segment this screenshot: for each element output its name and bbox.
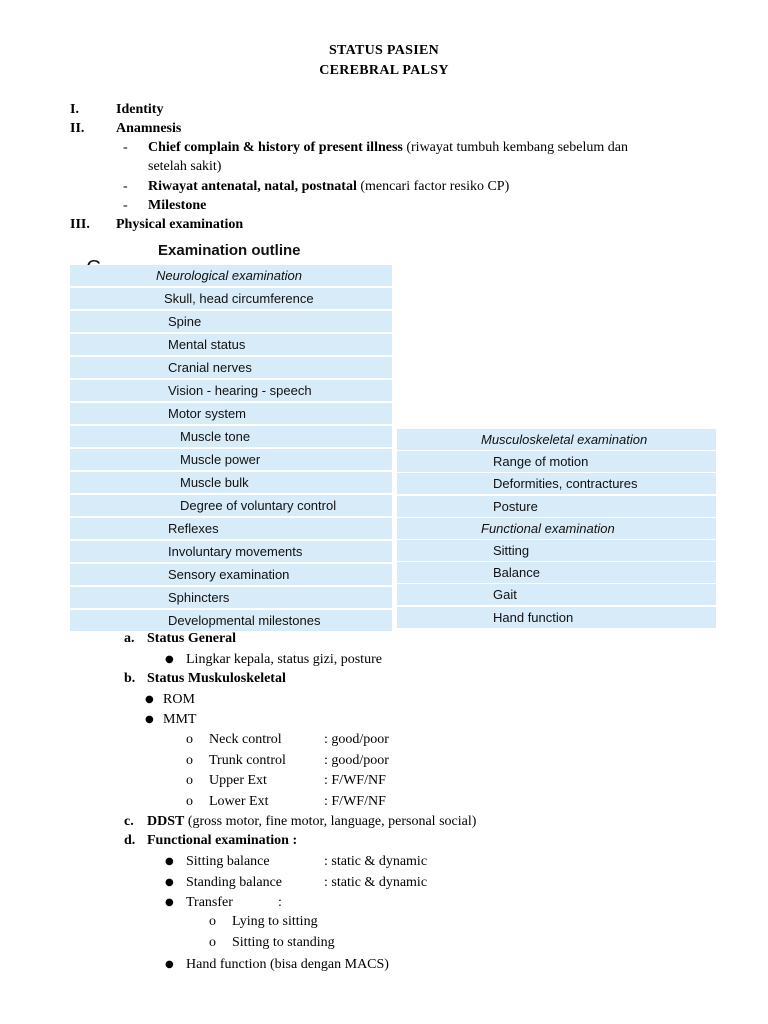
mmt-label: Neck control [209,732,282,747]
section-identity: Identity [116,102,164,117]
bullet: ● [165,897,174,908]
bullet: ● [165,654,174,665]
section-number-2: II. [70,121,85,136]
outline-left-row: Degree of voluntary control [70,495,392,516]
outline-left-row: Muscle power [70,449,392,470]
mmt-label: Upper Ext [209,773,267,788]
page-subtitle: CEREBRAL PALSY [319,63,449,78]
outline-right-row: Gait [397,584,716,605]
bullet: ● [165,959,174,970]
status-general-title: Status General [147,631,237,646]
mmt-value: : F/WF/NF [324,793,386,809]
outline-right-row: Deformities, contractures [397,473,716,494]
outline-right-row: Hand function [397,607,716,628]
outline-left-row: Neurological examination [70,265,392,286]
section-number-3: III. [70,217,90,232]
dash: - [123,179,128,194]
outline-left-row: Vision - hearing - speech [70,380,392,401]
outline-left-row: Cranial nerves [70,357,392,378]
functional-examination-title: Functional examination : [147,833,298,848]
dash: - [123,140,128,155]
section-number-1: I. [70,102,79,117]
mmt-label: Trunk control [209,752,286,768]
outline-right-row: Functional examination [397,518,716,539]
bullet: ● [145,714,154,725]
mmt-label: Lower Ext [209,793,269,809]
anamnesis-item-2 [148,178,509,196]
subbullet: o [186,773,193,788]
outline-left-row: Sensory examination [70,564,392,585]
anamnesis-item-2-rest: (mencari factor resiko CP) [356,179,510,194]
hand-function-item: Hand function (bisa dengan MACS) [186,957,389,972]
anamnesis-item-1-rest: (riwayat tumbuh kembang sebelum dan [402,140,628,155]
outline-title: Examination outline [70,239,392,263]
outline-left-row: Muscle bulk [70,472,392,493]
outline-left-row: Muscle tone [70,426,392,447]
functional-label: Transfer [186,895,233,910]
anamnesis-item-1-line2: setelah sakit) [148,159,222,174]
functional-label: Sitting balance [186,854,270,869]
outline-left-row: Motor system [70,403,392,424]
rom-item: ROM [163,692,195,707]
outline-left-row: Involuntary movements [70,541,392,562]
dash: - [123,198,128,213]
ddst-title: DDST [147,814,185,829]
page-title: STATUS PASIEN [328,43,440,58]
transfer-sub-item-2: Sitting to standing [232,935,335,950]
outline-left-row: Spine [70,311,392,332]
subbullet: o [186,732,193,747]
outline-left-row: Mental status [70,334,392,355]
anamnesis-item-1 [148,139,628,157]
transfer-sub-item-1: Lying to sitting [232,914,318,929]
status-muskuloskeletal-title: Status Muskuloskeletal [147,671,286,686]
status-general-item: Lingkar kepala, status gizi, posture [186,652,382,667]
item-c-label: c. [124,814,134,829]
outline-right-row: Musculoskeletal examination [397,429,716,450]
mmt-item: MMT [163,712,197,727]
bullet: ● [145,694,154,705]
functional-value: : [278,895,282,910]
ddst-rest: (gross motor, fine motor, language, personal social) [184,814,477,829]
outline-left-row: Reflexes [70,518,392,539]
subbullet: o [186,752,193,768]
ddst-item [147,813,476,831]
functional-value: : static & dynamic [324,874,428,890]
outline-right-row: Balance [397,562,716,583]
mmt-value: : good/poor [324,752,389,768]
bullet: ● [165,876,174,888]
mmt-value: : F/WF/NF [324,773,386,788]
anamnesis-item-1-bold: Chief complain & history of present illness [148,140,403,155]
item-b-label: b. [124,671,136,686]
item-d-label: d. [124,833,136,848]
subbullet: o [209,914,216,929]
outline-left-row: Skull, head circumference [70,288,392,309]
mmt-value: : good/poor [324,732,389,747]
item-a-label: a. [124,631,135,646]
subbullet: o [209,935,216,950]
section-physical-examination: Physical examination [116,217,244,232]
anamnesis-item-2-bold: Riwayat antenatal, natal, postnatal [148,179,357,194]
anamnesis-item-3: Milestone [148,198,207,213]
outline-left-row: Developmental milestones [70,610,392,631]
section-anamnesis: Anamnesis [116,121,182,136]
functional-label: Standing balance [186,874,283,890]
outline-right-row: Sitting [397,540,716,561]
outline-right-row: Range of motion [397,451,716,472]
outline-right-row: Posture [397,496,716,517]
bullet: ● [165,856,174,867]
functional-value: : static & dynamic [324,854,428,869]
subbullet: o [186,793,193,809]
outline-left-row: Sphincters [70,587,392,608]
